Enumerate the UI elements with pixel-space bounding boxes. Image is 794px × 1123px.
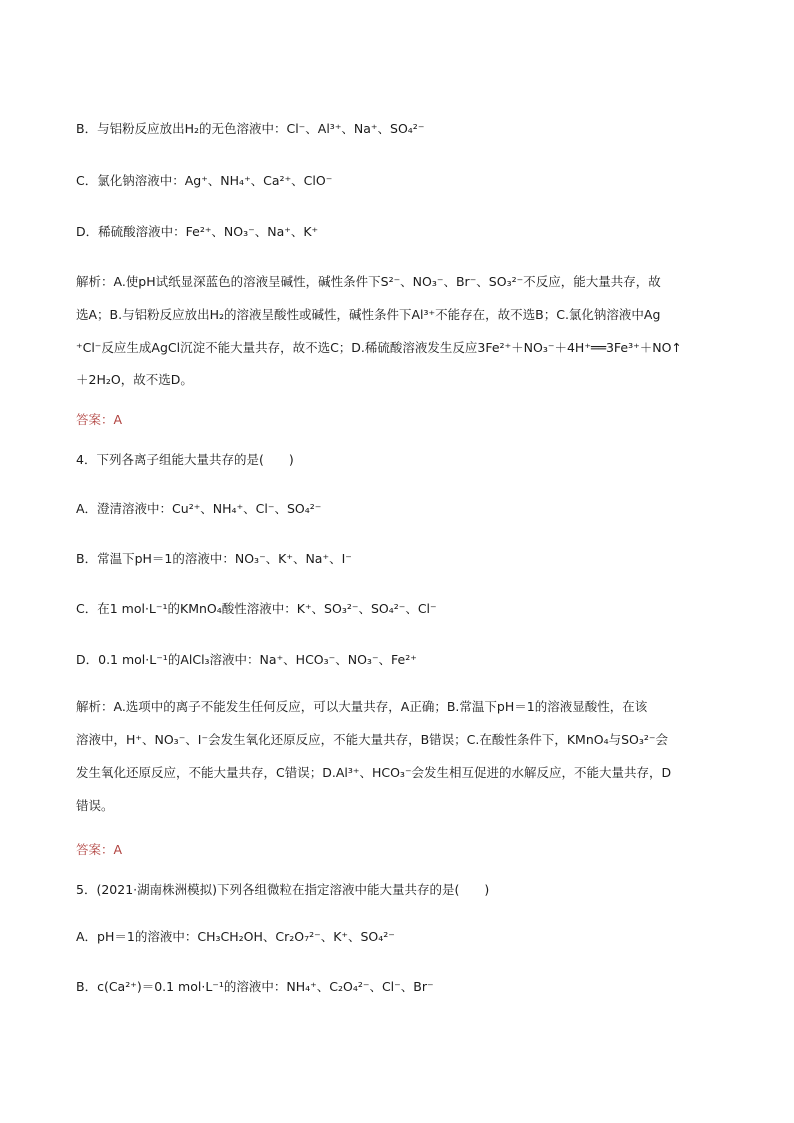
option-c-nacl-line: C．氯化钠溶液中：Ag⁺、NH₄⁺、Ca²⁺、ClO⁻ xyxy=(76,173,333,188)
option-b-aluminum-line: B．与铝粉反应放出H₂的无色溶液中：Cl⁻、Al³⁺、Na⁺、SO₄²⁻ xyxy=(76,121,425,136)
analysis-3-line-1: 解析：A.使pH试纸显深蓝色的溶液呈碱性，碱性条件下S²⁻、NO₃⁻、Br⁻、SO₃²⁻不反应，能大量共存，故 xyxy=(76,274,661,289)
analysis-4-line-2: 溶液中，H⁺、NO₃⁻、I⁻会发生氧化还原反应，不能大量共存，B错误；C.在酸性条件下，KMnO₄与SO₃²⁻会 xyxy=(76,732,669,747)
question-5-stem: 5．(2021·湖南株洲模拟)下列各组微粒在指定溶液中能大量共存的是( ) xyxy=(76,882,490,897)
analysis-3-line-2: 选A；B.与铝粉反应放出H₂的溶液呈酸性或碱性，碱性条件下Al³⁺不能存在，故不选B；C.氯化钠溶液中Ag xyxy=(76,307,661,322)
question-5-option-a: A．pH＝1的溶液中：CH₃CH₂OH、Cr₂O₇²⁻、K⁺、SO₄²⁻ xyxy=(76,929,395,944)
analysis-4-line-1: 解析：A.选项中的离子不能发生任何反应，可以大量共存，A正确；B.常温下pH＝1的溶液显酸性，在该 xyxy=(76,699,648,714)
question-4-option-d: D．0.1 mol·L⁻¹的AlCl₃溶液中：Na⁺、HCO₃⁻、NO₃⁻、Fe²⁺ xyxy=(76,652,417,667)
question-4-option-a: A．澄清溶液中：Cu²⁺、NH₄⁺、Cl⁻、SO₄²⁻ xyxy=(76,501,322,516)
analysis-4-line-4: 错误。 xyxy=(76,798,114,813)
question-4-option-b: B．常温下pH＝1的溶液中：NO₃⁻、K⁺、Na⁺、I⁻ xyxy=(76,551,352,566)
analysis-4-line-3: 发生氧化还原反应，不能大量共存，C错误；D.Al³⁺、HCO₃⁻会发生相互促进的水解反应，不能大量共存，D xyxy=(76,765,672,780)
question-4-stem: 4．下列各离子组能大量共存的是( ) xyxy=(76,452,294,467)
analysis-3-line-4: ＋2H₂O，故不选D。 xyxy=(76,372,193,387)
analysis-3-line-3: ⁺Cl⁻反应生成AgCl沉淀不能大量共存，故不选C；D.稀硫酸溶液发生反应3Fe²⁺＋NO₃⁻＋4H⁺══3Fe³⁺＋NO↑ xyxy=(76,340,682,355)
answer-3: 答案：A xyxy=(76,412,123,427)
question-4-option-c: C．在1 mol·L⁻¹的KMnO₄酸性溶液中：K⁺、SO₃²⁻、SO₄²⁻、Cl⁻ xyxy=(76,601,437,616)
answer-4: 答案：A xyxy=(76,842,123,857)
option-d-h2so4-line: D．稀硫酸溶液中：Fe²⁺、NO₃⁻、Na⁺、K⁺ xyxy=(76,224,319,239)
question-5-option-b: B．c(Ca²⁺)＝0.1 mol·L⁻¹的溶液中：NH₄⁺、C₂O₄²⁻、Cl⁻、Br⁻ xyxy=(76,979,434,994)
